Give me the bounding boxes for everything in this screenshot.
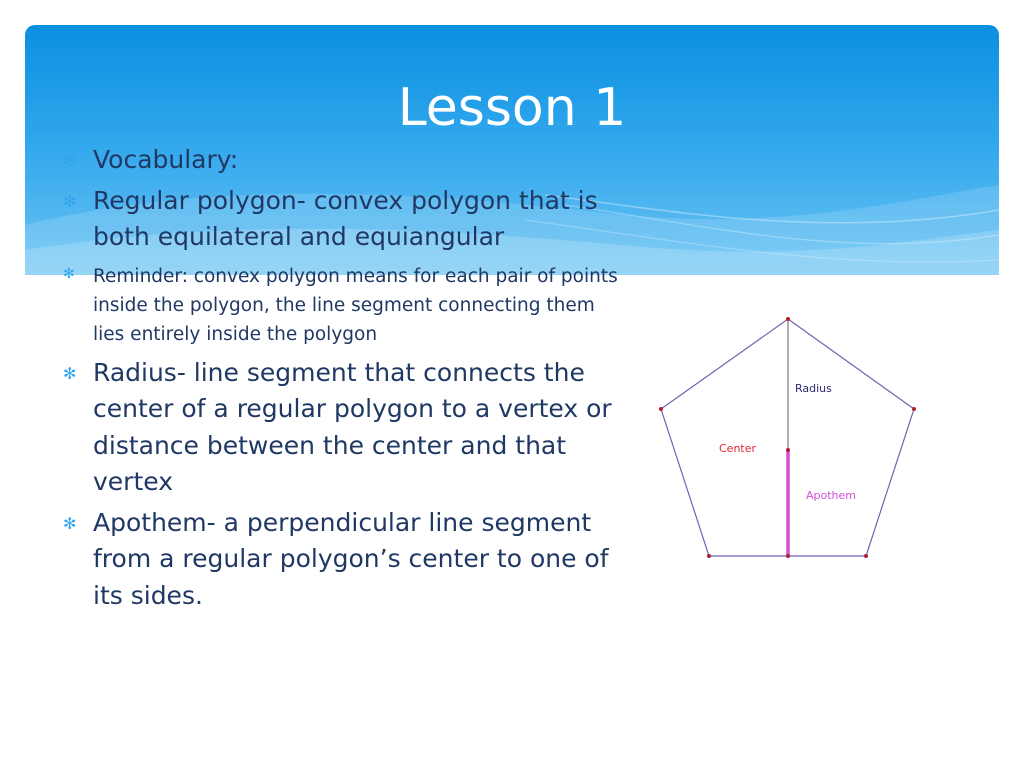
- radius-label: Radius: [795, 382, 832, 395]
- bullet-text: Regular polygon- convex polygon that is both equilateral and equiangular: [93, 185, 598, 251]
- asterisk-bullet-icon: ✻: [63, 191, 77, 211]
- pentagon-diagram: [640, 300, 940, 570]
- vertex-left: [659, 407, 663, 411]
- asterisk-bullet-icon: ✻: [63, 151, 77, 170]
- vertex-top: [786, 317, 790, 321]
- bullet-vocabulary: [60, 142, 630, 179]
- bullet-regular-polygon: [60, 183, 630, 256]
- apothem-label: Apothem: [806, 489, 857, 502]
- bullet-list: [60, 142, 630, 614]
- bullet-text: Reminder: convex polygon means for each pair of points inside the polygon, the line segment connecting them lies entirely inside the polygon: [93, 265, 618, 345]
- slide-title: Lesson 1: [397, 78, 627, 138]
- bullet-text: Vocabulary:: [93, 145, 239, 174]
- asterisk-bullet-icon: ✻: [63, 363, 77, 383]
- asterisk-bullet-icon: ✻: [63, 513, 77, 533]
- bullet-text: Apothem- a perpendicular line segment from a regular polygon’s center to one of its sides.: [93, 507, 609, 610]
- vertex-bottom-left: [707, 554, 711, 558]
- vertex-right: [912, 407, 916, 411]
- vertex-bottom-right: [864, 554, 868, 558]
- bullet-text: Radius- line segment that connects the center of a regular polygon to a vertex or distance between the center and that vertex: [93, 357, 612, 496]
- bullet-apothem: [60, 505, 630, 615]
- bullet-radius: [60, 355, 630, 501]
- asterisk-bullet-icon: ✻: [63, 265, 75, 282]
- bullet-reminder: [60, 262, 630, 349]
- center-label: Center: [719, 442, 757, 455]
- center-point: [786, 448, 790, 452]
- apothem-foot-point: [786, 554, 790, 558]
